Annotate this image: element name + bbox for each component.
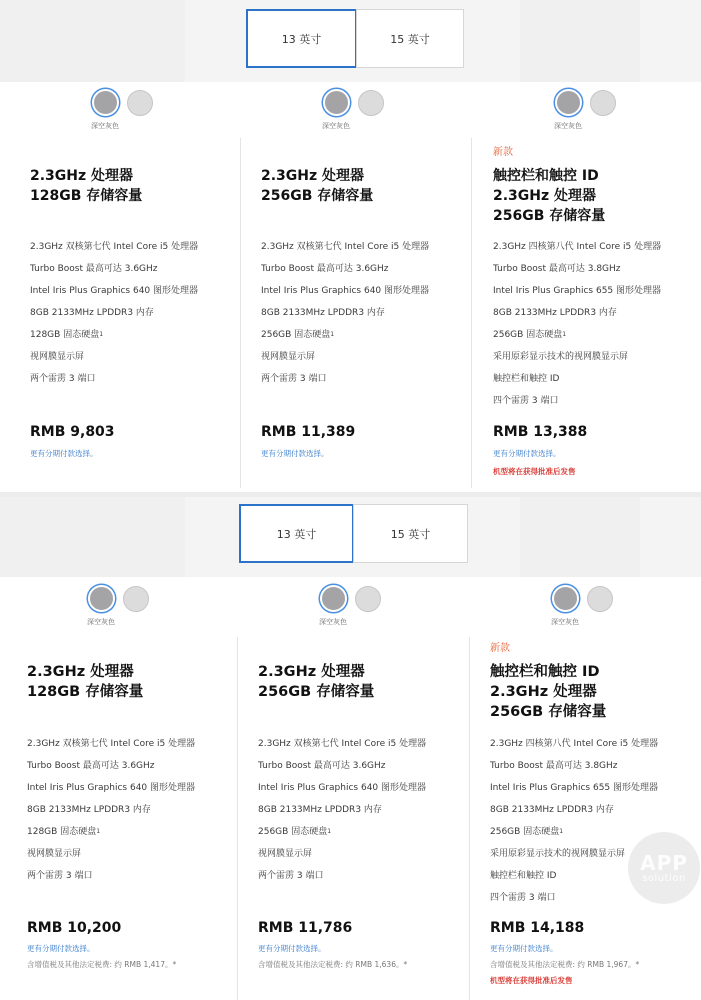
footnote-mark: 1 [327, 828, 332, 835]
spec-item: 2.3GHz 双核第七代 Intel Core i5 处理器 [30, 242, 199, 252]
installment-link[interactable]: 更有分期付款选择。 [30, 449, 98, 458]
watermark-line: solution [642, 872, 686, 884]
spec-item: 两个雷雳 3 端口 [30, 374, 96, 384]
installment-link[interactable]: 更有分期付款选择。 [490, 944, 558, 953]
spec-item: 两个雷雳 3 端口 [258, 871, 324, 881]
tab-15-inch[interactable]: 15 英寸 [353, 504, 468, 563]
installment-link[interactable]: 更有分期付款选择。 [258, 944, 326, 953]
spec-item: Turbo Boost 最高可达 3.8GHz [490, 761, 618, 771]
product-title [258, 662, 374, 702]
spec-item: Turbo Boost 最高可达 3.6GHz [30, 264, 158, 274]
swatch-label: 深空灰色 [551, 618, 579, 626]
spec-item: 2.3GHz 双核第七代 Intel Core i5 处理器 [27, 739, 196, 749]
product-card [0, 0, 232, 492]
spec-item [27, 826, 195, 848]
spec-item: 8GB 2133MHz LPDDR3 内存 [258, 805, 382, 815]
spec-item: 四个雷雳 3 端口 [493, 396, 559, 406]
swatch-space-gray[interactable] [92, 89, 119, 116]
product-card [231, 0, 463, 492]
footnote-mark: 1 [96, 828, 101, 835]
color-swatches [320, 585, 381, 612]
pricing-section-2 [0, 497, 701, 1000]
spec-list [261, 241, 429, 395]
title-line: 触控栏和触控 ID [490, 664, 600, 680]
title-line: 128GB 存储容量 [30, 188, 143, 204]
product-card [463, 0, 695, 492]
swatch-silver[interactable] [355, 586, 381, 612]
spec-item [261, 329, 429, 351]
spec-text: 256GB 固态硬盘 [493, 330, 563, 340]
swatch-space-gray[interactable] [552, 585, 579, 612]
spec-item: 采用原彩显示技术的视网膜显示屏 [490, 849, 626, 859]
product-title [30, 166, 142, 206]
pricing-section-1 [0, 0, 701, 492]
swatch-label: 深空灰色 [87, 618, 115, 626]
spec-item: 视网膜显示屏 [261, 352, 316, 362]
spec-item: 触控栏和触控 ID [493, 374, 560, 384]
price: RMB 14,188 [490, 920, 585, 936]
tax-note: 含增值税及其他法定税费: 约 RMB 1,636。* [258, 960, 408, 969]
swatch-label: 深空灰色 [322, 122, 350, 130]
spec-item: 采用原彩显示技术的视网膜显示屏 [493, 352, 629, 362]
product-card [231, 497, 463, 1000]
swatch-space-gray[interactable] [320, 585, 347, 612]
spec-item: Intel Iris Plus Graphics 640 图形处理器 [27, 783, 196, 793]
spec-item: 8GB 2133MHz LPDDR3 内存 [490, 805, 614, 815]
spec-item: Turbo Boost 最高可达 3.6GHz [27, 761, 155, 771]
swatch-silver[interactable] [123, 586, 149, 612]
availability-notice: 机型将在获得批准后发售 [490, 976, 573, 985]
spec-item [493, 329, 661, 351]
spec-item: 视网膜显示屏 [258, 849, 313, 859]
title-line: 256GB 存储容量 [258, 684, 375, 700]
price: RMB 11,786 [258, 920, 353, 936]
title-line: 256GB 存储容量 [261, 188, 374, 204]
spec-item: Intel Iris Plus Graphics 640 图形处理器 [30, 286, 199, 296]
title-line: 2.3GHz 处理器 [27, 664, 134, 680]
spec-item: 两个雷雳 3 端口 [261, 374, 327, 384]
tax-note: 含增值税及其他法定税费: 约 RMB 1,967。* [490, 960, 640, 969]
swatch-space-gray[interactable] [88, 585, 115, 612]
price: RMB 13,388 [493, 424, 588, 440]
spec-text: 256GB 固态硬盘 [261, 330, 331, 340]
spec-item [258, 826, 426, 848]
swatch-label: 深空灰色 [319, 618, 347, 626]
spec-item [490, 826, 658, 848]
footnote-mark: 1 [559, 828, 564, 835]
spec-item: 2.3GHz 双核第七代 Intel Core i5 处理器 [261, 242, 430, 252]
spec-item: 2.3GHz 双核第七代 Intel Core i5 处理器 [258, 739, 427, 749]
price: RMB 9,803 [30, 424, 115, 440]
spec-item: Intel Iris Plus Graphics 655 图形处理器 [493, 286, 662, 296]
color-swatches [88, 585, 149, 612]
swatch-space-gray[interactable] [555, 89, 582, 116]
spec-item: Turbo Boost 最高可达 3.8GHz [493, 264, 621, 274]
color-swatches [92, 89, 153, 116]
spec-item: 8GB 2133MHz LPDDR3 内存 [30, 308, 154, 318]
availability-notice: 机型将在获得批准后发售 [493, 467, 576, 476]
product-title [493, 166, 605, 226]
product-card [463, 497, 695, 1000]
swatch-silver[interactable] [358, 90, 384, 116]
installment-link[interactable]: 更有分期付款选择。 [27, 944, 95, 953]
title-line: 2.3GHz 处理器 [493, 188, 597, 204]
title-line: 2.3GHz 处理器 [490, 684, 597, 700]
swatch-silver[interactable] [590, 90, 616, 116]
color-swatches [552, 585, 613, 612]
footnote-mark: 1 [562, 331, 567, 338]
spec-list [258, 738, 426, 892]
footnote-mark: 1 [99, 331, 104, 338]
product-title [261, 166, 373, 206]
swatch-silver[interactable] [127, 90, 153, 116]
spec-item: 触控栏和触控 ID [490, 871, 557, 881]
product-title [490, 662, 606, 722]
tax-note: 含增值税及其他法定税费: 约 RMB 1,417。* [27, 960, 177, 969]
spec-item: 视网膜显示屏 [27, 849, 82, 859]
spec-item: Intel Iris Plus Graphics 655 图形处理器 [490, 783, 659, 793]
title-line: 128GB 存储容量 [27, 684, 144, 700]
spec-item: 两个雷雳 3 端口 [27, 871, 93, 881]
color-swatches [323, 89, 384, 116]
spec-text: 128GB 固态硬盘 [27, 827, 97, 837]
swatch-silver[interactable] [587, 586, 613, 612]
title-line: 2.3GHz 处理器 [30, 168, 134, 184]
app-solution-watermark [628, 832, 700, 904]
title-line: 2.3GHz 处理器 [258, 664, 365, 680]
spec-item: Turbo Boost 最高可达 3.6GHz [258, 761, 386, 771]
swatch-space-gray[interactable] [323, 89, 350, 116]
spec-text: 128GB 固态硬盘 [30, 330, 100, 340]
spec-item: 2.3GHz 四核第八代 Intel Core i5 处理器 [490, 739, 659, 749]
spec-text: 256GB 固态硬盘 [490, 827, 560, 837]
watermark-line: APP [640, 850, 688, 875]
price: RMB 11,389 [261, 424, 356, 440]
spec-list [27, 738, 195, 892]
title-line: 触控栏和触控 ID [493, 168, 599, 184]
spec-item: 8GB 2133MHz LPDDR3 内存 [27, 805, 151, 815]
swatch-label: 深空灰色 [91, 122, 119, 130]
spec-text: 256GB 固态硬盘 [258, 827, 328, 837]
swatch-label: 深空灰色 [554, 122, 582, 130]
spec-item: 8GB 2133MHz LPDDR3 内存 [493, 308, 617, 318]
spec-item [30, 329, 198, 351]
price: RMB 10,200 [27, 920, 122, 936]
spec-list [30, 241, 198, 395]
installment-link[interactable]: 更有分期付款选择。 [493, 449, 561, 458]
spec-item: 四个雷雳 3 端口 [490, 893, 556, 903]
new-badge: 新款 [493, 147, 513, 158]
spec-item: 8GB 2133MHz LPDDR3 内存 [261, 308, 385, 318]
spec-item: Turbo Boost 最高可达 3.6GHz [261, 264, 389, 274]
tab-15-inch[interactable]: 15 英寸 [356, 9, 464, 68]
footnote-mark: 1 [330, 331, 335, 338]
title-line: 256GB 存储容量 [493, 208, 606, 224]
product-title [27, 662, 143, 702]
tab-13-inch[interactable]: 13 英寸 [246, 9, 357, 68]
title-line: 256GB 存储容量 [490, 704, 607, 720]
new-badge: 新款 [490, 643, 510, 654]
spec-item: Intel Iris Plus Graphics 640 图形处理器 [261, 286, 430, 296]
color-swatches [555, 89, 616, 116]
spec-list [493, 241, 661, 417]
tab-13-inch[interactable]: 13 英寸 [239, 504, 354, 563]
product-card [0, 497, 232, 1000]
title-line: 2.3GHz 处理器 [261, 168, 365, 184]
installment-link[interactable]: 更有分期付款选择。 [261, 449, 329, 458]
spec-item: 2.3GHz 四核第八代 Intel Core i5 处理器 [493, 242, 662, 252]
spec-item: Intel Iris Plus Graphics 640 图形处理器 [258, 783, 427, 793]
spec-item: 视网膜显示屏 [30, 352, 85, 362]
